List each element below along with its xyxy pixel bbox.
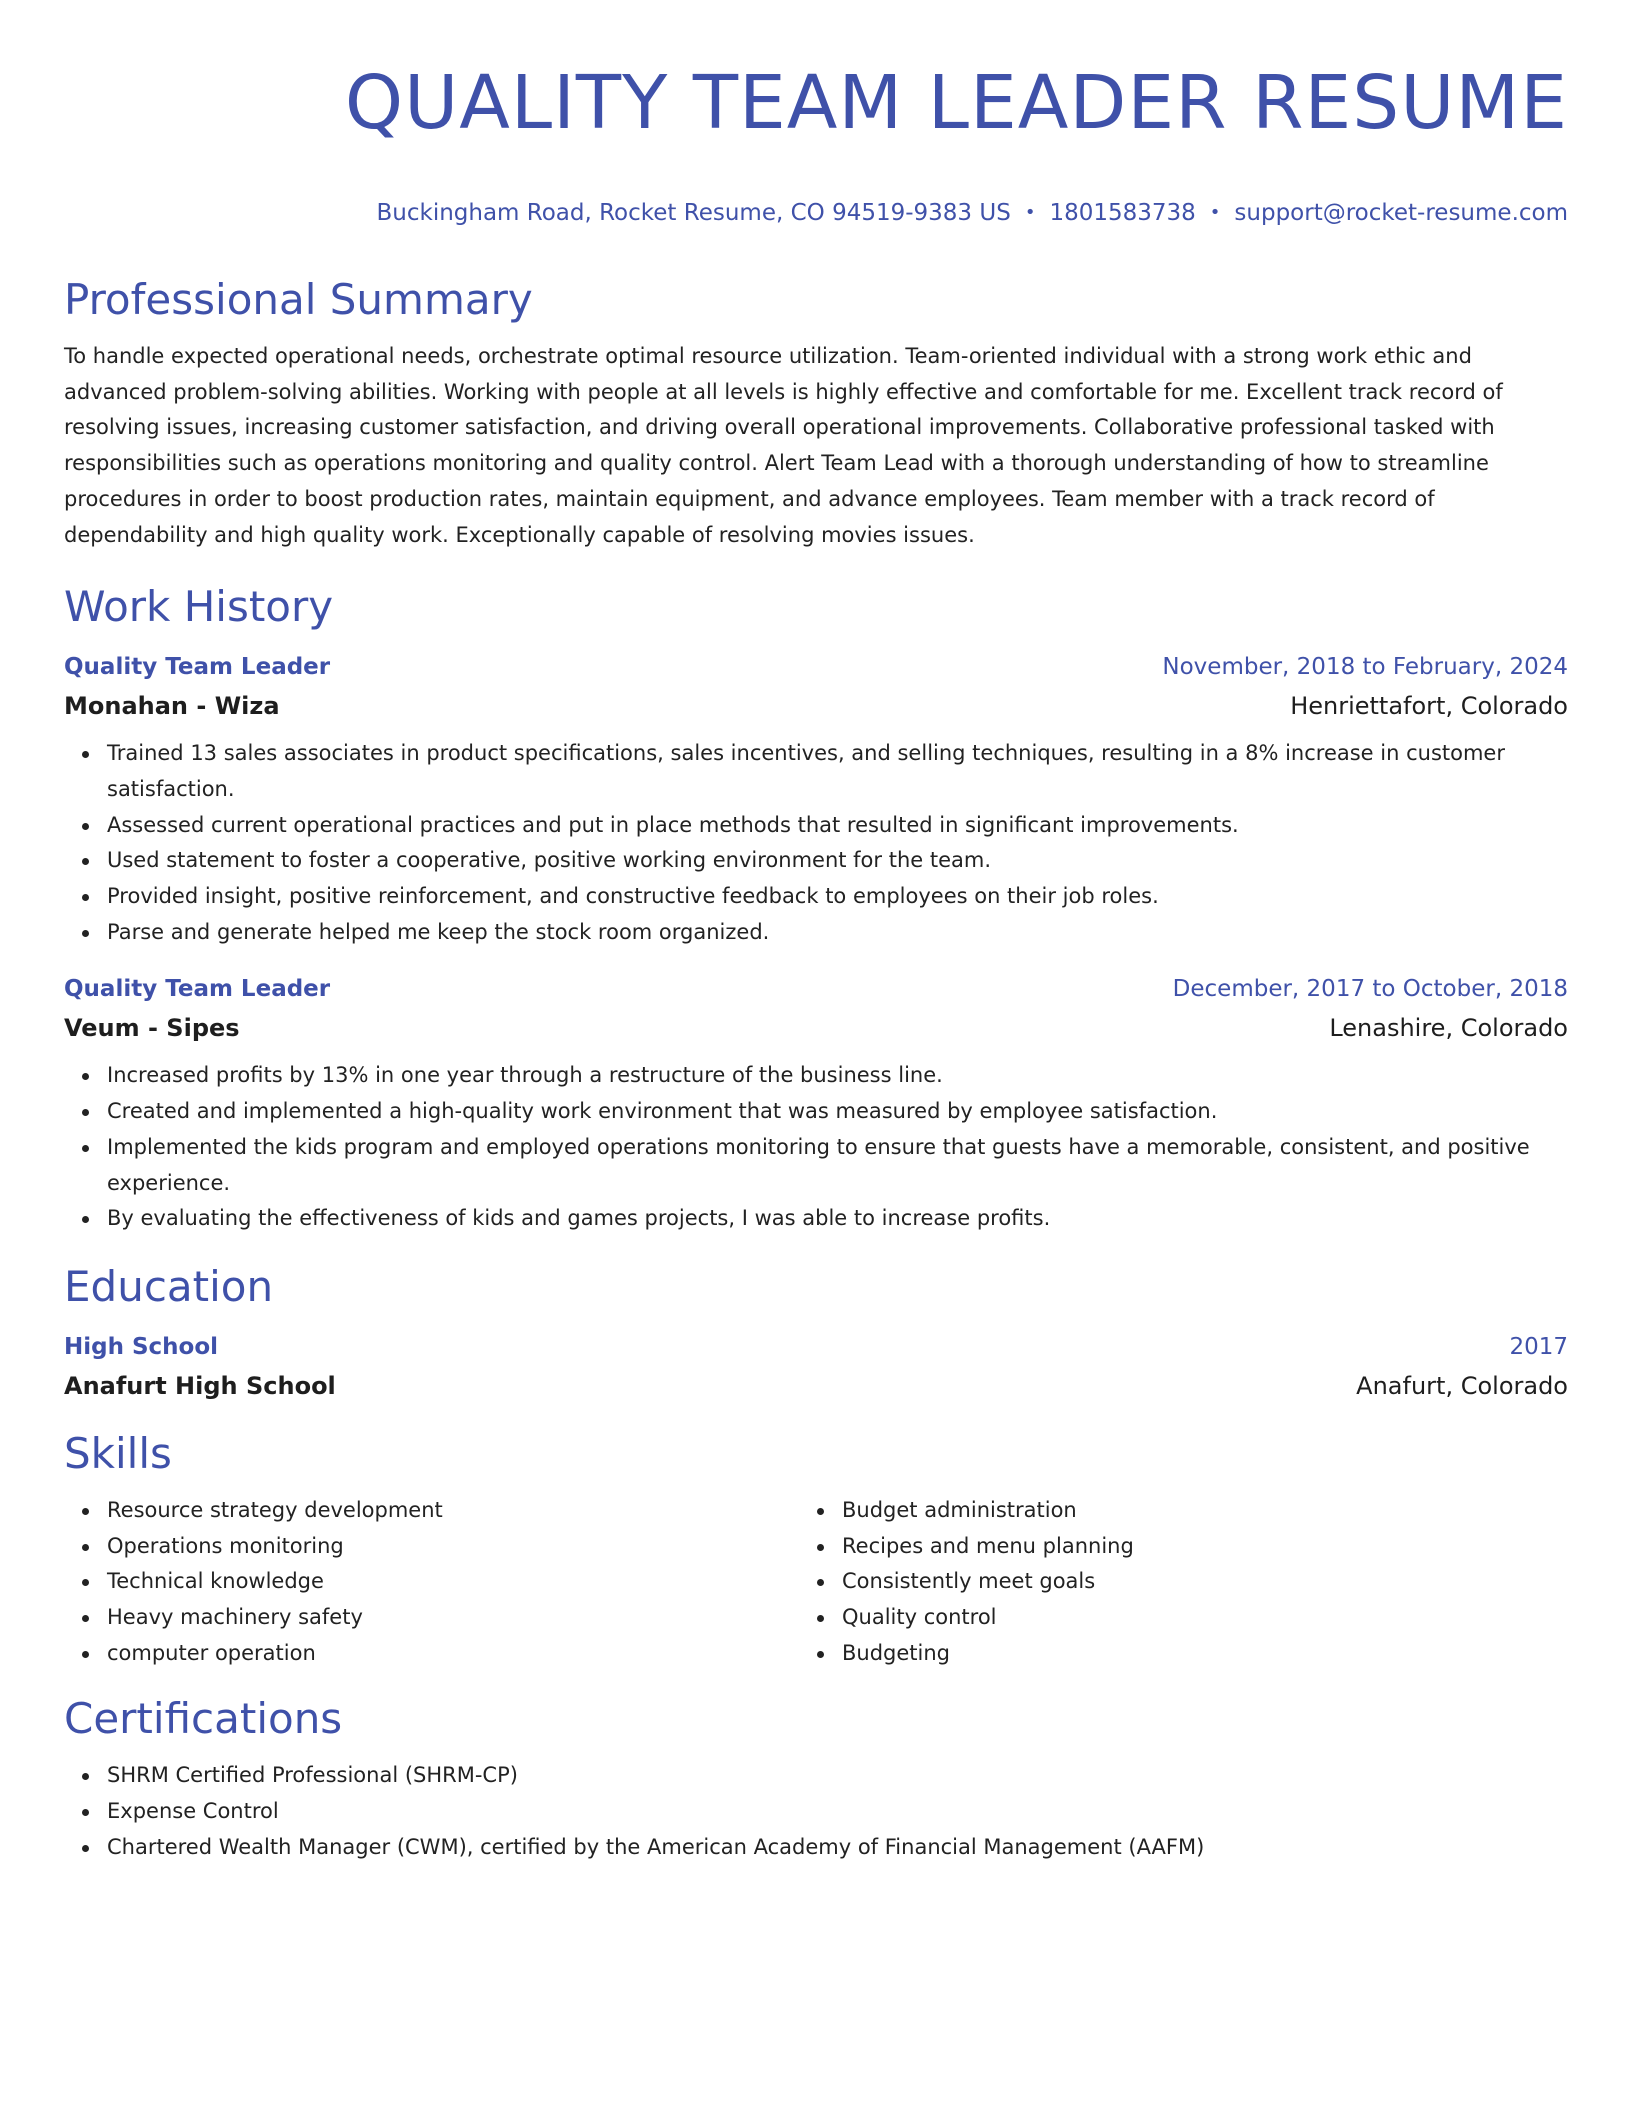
job-bullet: Assessed current operational practices and put in place methods that resulted in significant improvements. [64, 808, 1568, 844]
skills-column-left [64, 1493, 799, 1672]
job-entry [64, 648, 1568, 950]
section-title-certifications: Certifications [64, 1694, 343, 1744]
certification-item: Chartered Wealth Manager (CWM), certified by the American Academy of Financial Management (AAFM) [64, 1830, 1568, 1866]
separator-dot: • [1209, 202, 1221, 223]
skills-grid [64, 1493, 1568, 1672]
contact-line [64, 196, 1568, 230]
skill-item: Heavy machinery safety [64, 1600, 799, 1636]
job-company: Monahan - Wiza [64, 692, 280, 721]
section-title-summary: Professional Summary [64, 275, 533, 324]
job-subheader [64, 686, 1568, 726]
job-location: Henriettafort, Colorado [1290, 692, 1568, 721]
skill-item: Budget administration [799, 1493, 1534, 1529]
separator-dot: • [1024, 202, 1036, 223]
section-title-education: Education [64, 1261, 274, 1311]
job-bullet-list [64, 1058, 1568, 1237]
skill-item: Quality control [799, 1600, 1534, 1636]
contact-email: support@rocket-resume.com [1234, 200, 1568, 226]
skill-item: Budgeting [799, 1636, 1534, 1672]
job-dates: November, 2018 to February, 2024 [1162, 654, 1568, 681]
skill-item: Technical knowledge [64, 1564, 799, 1600]
resume-title: QUALITY TEAM LEADER RESUME [344, 60, 1568, 146]
job-location: Lenashire, Colorado [1329, 1014, 1568, 1043]
job-dates: December, 2017 to October, 2018 [1172, 976, 1568, 1003]
summary-text: To handle expected operational needs, orchestrate optimal resource utilization. Team-oriented individual with a strong work ethic and advanced problem-solving abilities. Working with people at all levels is highly effective and comfortable for me. Excellent track record of resolving issues, increasing customer satisfaction, and driving overall operational improvements. Collaborative professional tasked with responsibilities such as operations monitoring and quality control. Alert Team Lead with a thorough understanding of how to streamline procedures in order to boost production rates, maintain equipment, and advance employees. Team member with a track record of dependability and high quality work. Exceptionally capable of resolving movies issues. [64, 344, 1503, 547]
job-role: Quality Team Leader [64, 654, 331, 681]
skill-item: Resource strategy development [64, 1493, 799, 1529]
contact-address: Buckingham Road, Rocket Resume, CO 94519-9383 US [376, 200, 1011, 226]
job-bullet: Provided insight, positive reinforcement, and constructive feedback to employees on their job roles. [64, 879, 1568, 915]
job-header [64, 970, 1568, 1008]
job-bullet: Implemented the kids program and employed operations monitoring to ensure that guests have a memorable, consistent, and positive experience. [64, 1130, 1568, 1201]
section-title-skills: Skills [64, 1428, 172, 1478]
education-subheader [64, 1366, 1568, 1406]
job-bullet: By evaluating the effectiveness of kids and games projects, I was able to increase profits. [64, 1201, 1568, 1237]
job-subheader [64, 1008, 1568, 1048]
skill-item: computer operation [64, 1636, 799, 1672]
skills-column-right [799, 1493, 1534, 1672]
skill-item: Operations monitoring [64, 1529, 799, 1565]
job-bullet: Trained 13 sales associates in product specifications, sales incentives, and selling techniques, resulting in a 8% increase in customer satisfaction. [64, 736, 1568, 807]
job-header [64, 648, 1568, 686]
job-bullet-list [64, 736, 1568, 950]
job-company: Veum - Sipes [64, 1014, 240, 1043]
education-school: Anafurt High School [64, 1371, 336, 1400]
certification-list [64, 1758, 1568, 1865]
job-bullet: Increased profits by 13% in one year through a restructure of the business line. [64, 1058, 1568, 1094]
job-bullet: Used statement to foster a cooperative, positive working environment for the team. [64, 843, 1568, 879]
education-entry [64, 1328, 1568, 1406]
education-year: 2017 [1509, 1333, 1568, 1360]
education-degree: High School [64, 1333, 219, 1360]
job-role: Quality Team Leader [64, 976, 331, 1003]
skill-item: Recipes and menu planning [799, 1529, 1534, 1565]
section-title-work-history: Work History [64, 582, 334, 632]
contact-phone: 1801583738 [1049, 200, 1196, 226]
education-header [64, 1328, 1568, 1366]
certification-item: SHRM Certified Professional (SHRM-CP) [64, 1758, 1568, 1794]
certification-item: Expense Control [64, 1794, 1568, 1830]
job-bullet: Parse and generate helped me keep the stock room organized. [64, 915, 1568, 951]
job-entry [64, 970, 1568, 1237]
skill-item: Consistently meet goals [799, 1564, 1534, 1600]
education-location: Anafurt, Colorado [1356, 1371, 1568, 1400]
job-bullet: Created and implemented a high-quality work environment that was measured by employee satisfaction. [64, 1094, 1568, 1130]
